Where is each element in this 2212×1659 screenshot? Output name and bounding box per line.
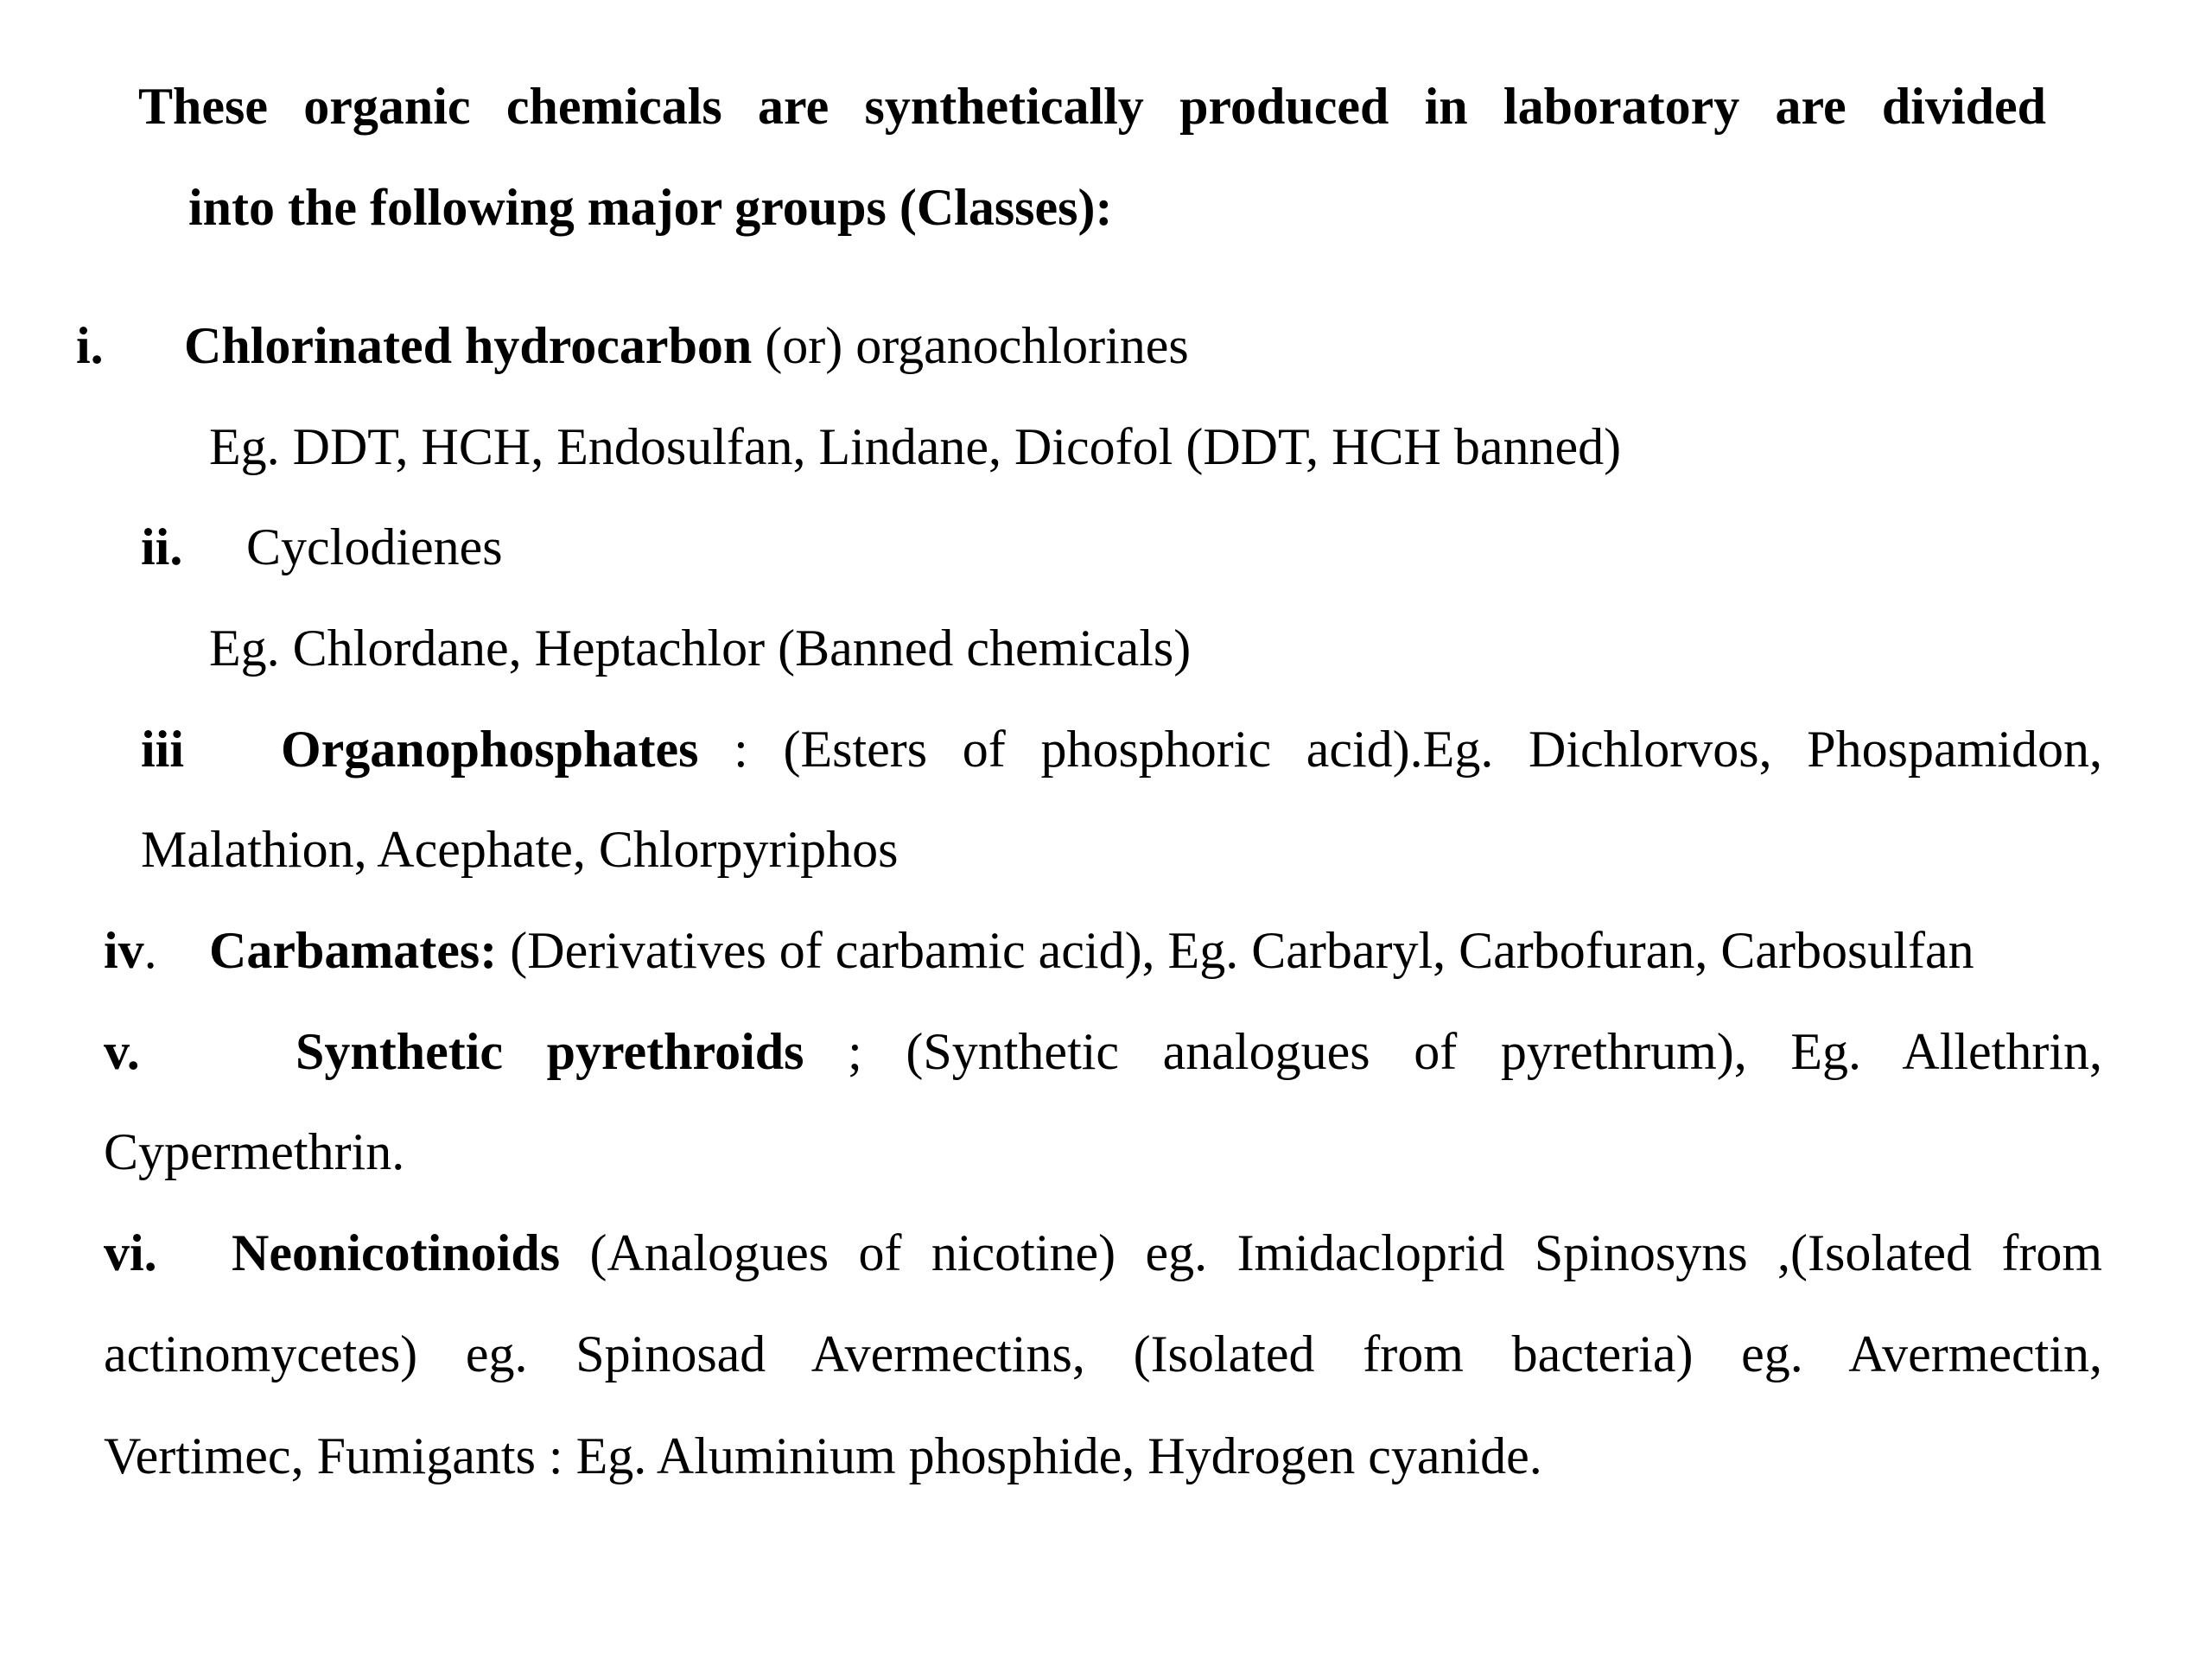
item-continuation: actinomycetes) eg. Spinosad Avermectins, (Isolated from bacteria) eg. Avermectin, <box>104 1325 2102 1382</box>
item-term: Organophosphates <box>281 721 699 778</box>
item-example: Eg. DDT, HCH, Endosulfan, Lindane, Dicofol (DDT, HCH banned) <box>209 418 1622 475</box>
item-example: Eg. Chlordane, Heptachlor (Banned chemicals) <box>209 620 1192 677</box>
item-marker: iii <box>141 721 185 778</box>
item-neonicotinoids <box>104 1218 2102 1287</box>
item-term: Chlorinated hydrocarbon <box>184 317 753 374</box>
item-description: (or) organochlorines <box>752 317 1189 374</box>
item-term: Neonicotinoids <box>232 1224 561 1281</box>
item-marker: i. <box>76 317 104 374</box>
intro-line-1: These organic chemicals are synthetically produced in laboratory are divided <box>138 78 2046 135</box>
item-term: Cyclodienes <box>246 518 503 575</box>
item-continuation: Cypermethrin. <box>104 1123 405 1180</box>
intro-line-2: into the following major groups (Classes): <box>188 179 1113 236</box>
item-term: Carbamates: <box>209 922 498 979</box>
item-organophosphates <box>141 715 2102 784</box>
item-marker-text: iv <box>104 922 144 979</box>
item-cyclodienes <box>141 512 503 582</box>
item-chlorinated-hydrocarbon <box>76 311 1189 380</box>
item-description: ; (Synthetic analogues of pyrethrum), Eg. Allethrin, <box>804 1023 2102 1080</box>
item-carbamates <box>104 916 1974 985</box>
item-synthetic-pyrethroids <box>104 1017 2102 1086</box>
item-marker: ii. <box>141 518 183 575</box>
item-marker: v. <box>104 1023 140 1080</box>
item-description: : (Esters of phosphoric acid).Eg. Dichlorvos, Phospamidon, <box>698 721 2102 778</box>
item-marker: vi. <box>104 1224 157 1281</box>
item-term: Synthetic pyrethroids <box>296 1023 804 1080</box>
item-description: (Derivatives of carbamic acid), Eg. Carbaryl, Carbofuran, Carbosulfan <box>497 922 1974 979</box>
item-description: (Analogues of nicotine) eg. Imidacloprid Spinosyns ,(Isolated from <box>560 1224 2102 1281</box>
item-continuation: Vertimec, Fumigants : Eg. Aluminium phosphide, Hydrogen cyanide. <box>104 1427 1542 1484</box>
item-marker <box>104 916 209 985</box>
item-continuation: Malathion, Acephate, Chlorpyriphos <box>141 821 899 878</box>
item-marker-dot: . <box>143 922 157 979</box>
